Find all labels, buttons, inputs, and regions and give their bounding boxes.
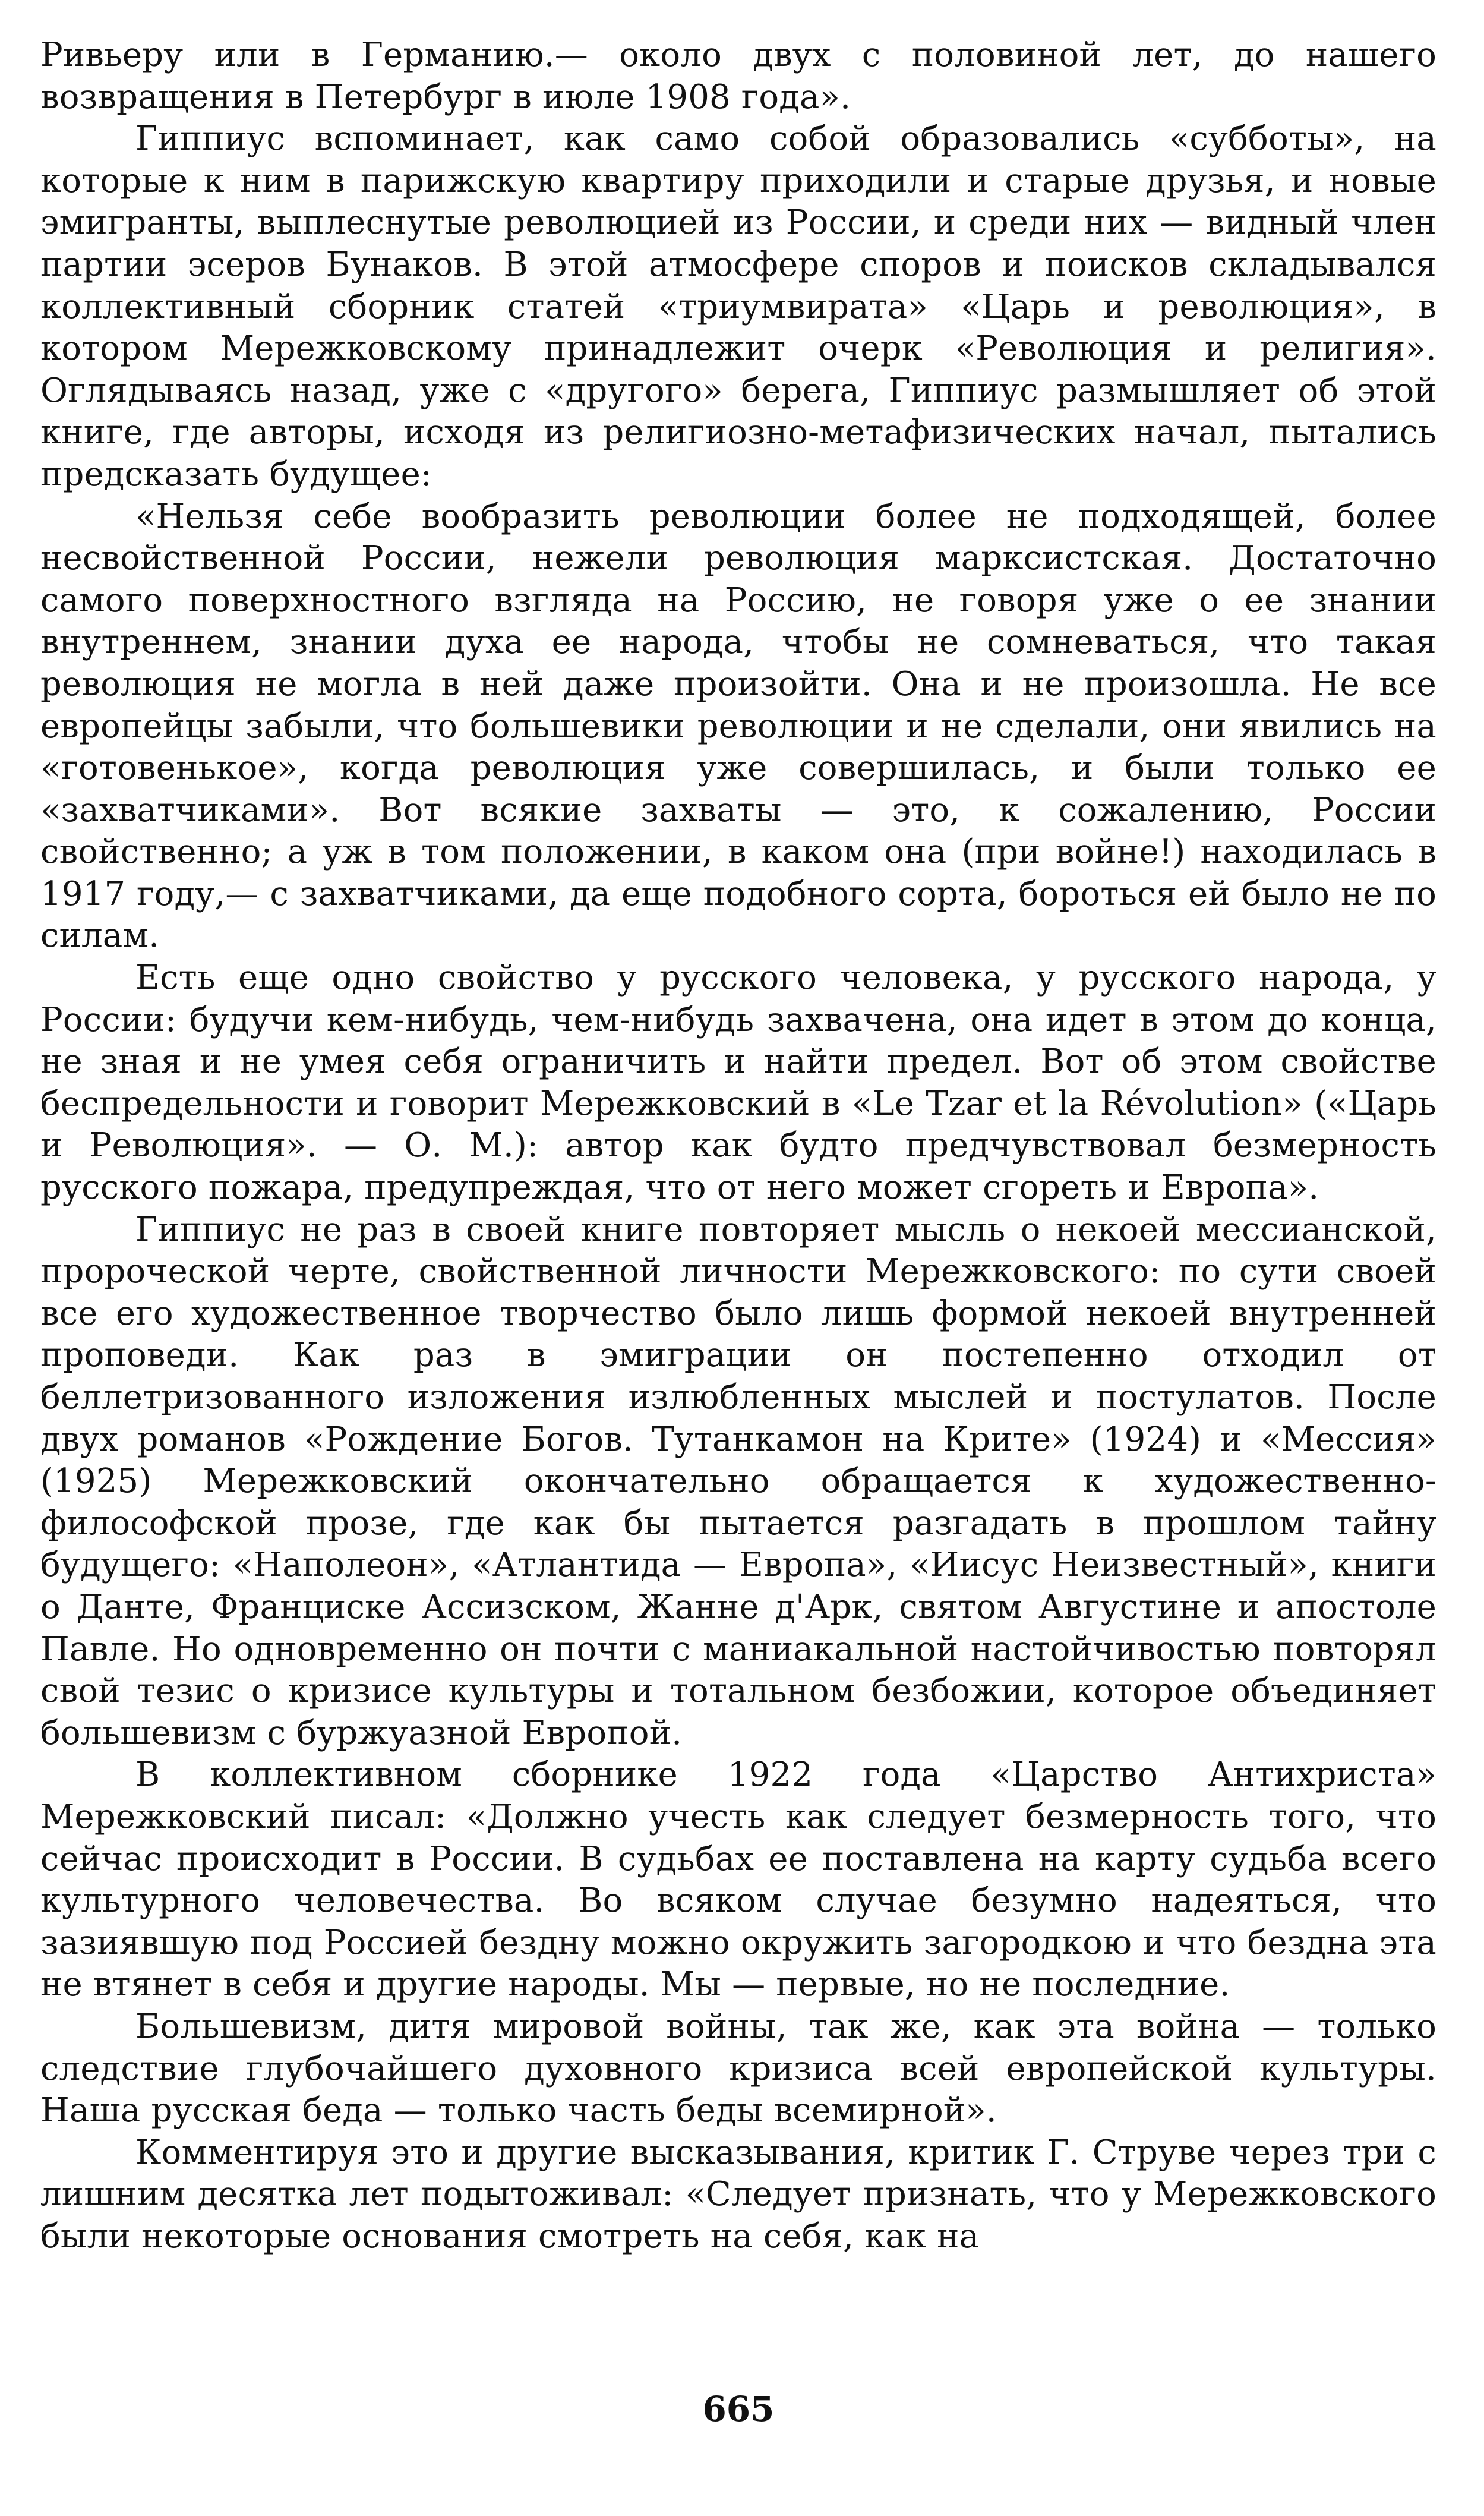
book-page	[40, 34, 1436, 2501]
page-number: 665	[702, 2389, 775, 2429]
text-body	[40, 34, 1436, 2258]
paragraph-7: Большевизм, дитя мировой войны, так же, как эта война — только следствие глубочайшего духовного кризиса всей европейской культуры. Наша русская беда — только часть беды всемирной».	[40, 2007, 1436, 2130]
paragraph-8: Комментируя это и другие высказывания, критик Г. Струве через три с лишним десятка лет подытоживал: «Следует признать, что у Мережковского были некоторые основания смотреть на себя, как на	[40, 2133, 1436, 2256]
paragraph-1: Ривьеру или в Германию.— около двух с половиной лет, до нашего возвращения в Петербург в июле 1908 года».	[40, 36, 1436, 116]
paragraph-4-quote: Есть еще одно свойство у русского человека, у русского народа, у России: будучи кем-нибудь, чем-нибудь захвачена, она идет в этом до конца, не зная и не умея себя ограничить и найти предел. Вот об этом свойстве беспредельности и говорит Мережковский в «Le Tzar et la Révolution» («Царь и Революция». — О. М.): автор как будто предчувствовал безмерность русского пожара, предупреждая, что от него может сгореть и Европа».	[40, 959, 1436, 1207]
paragraph-3-quote: «Нельзя себе вообразить революции более не подходящей, более несвойственной России, нежели революция марксистская. Достаточно самого поверхностного взгляда на Россию, не говоря уже о ее знании внутреннем, знании духа ее народа, чтобы не сомневаться, что такая революция не могла в ней даже произойти. Она и не произошла. Не все европейцы забыли, что большевики революции и не сделали, они явились на «готовенькое», когда революция уже совершилась, и были только ее «захватчиками». Вот всякие захваты — это, к сожалению, России свойственно; а уж в том положении, в каком она (при войне!) находилась в 1917 году,— с захватчиками, да еще подобного сорта, бороться ей было не по силам.	[40, 497, 1436, 956]
paragraph-6: В коллективном сборнике 1922 года «Царство Антихриста» Мережковский писал: «Должно учесть как следует безмерность того, что сейчас происходит в России. В судьбах ее поставлена на карту судьба всего культурного человечества. Во всяком случае безумно надеяться, что зазиявшую под Россией бездну можно окружить загородкою и что бездна эта не втянет в себя и другие народы. Мы — первые, но не последние.	[40, 1755, 1436, 2004]
paragraph-5: Гиппиус не раз в своей книге повторяет мысль о некоей мессианской, пророческой черте, свойственной личности Мережковского: по сути своей все его художественное творчество было лишь формой некоей внутренней проповеди. Как раз в эмиграции он постепенно отходил от беллетризованного изложения излюбленных мыслей и постулатов. После двух романов «Рождение Богов. Тутанкамон на Крите» (1924) и «Мессия» (1925) Мережковский окончательно обращается к художественно-философской прозе, где как бы пытается разгадать в прошлом тайну будущего: «Наполеон», «Атлантида — Европа», «Иисус Неизвестный», книги о Данте, Франциске Ассизском, Жанне д'Арк, святом Августине и апостоле Павле. Но одновременно он почти с маниакальной настойчивостью повторял свой тезис о кризисе культуры и тотальном безбожии, которое объединяет большевизм с буржуазной Европой.	[40, 1210, 1436, 1752]
paragraph-2: Гиппиус вспоминает, как само собой образовались «субботы», на которые к ним в парижскую квартиру приходили и старые друзья, и новые эмигранты, выплеснутые революцией из России, и среди них — видный член партии эсеров Бунаков. В этой атмосфере споров и поисков складывался коллективный сборник статей «триумвирата» «Царь и революция», в котором Мережковскому принадлежит очерк «Революция и религия». Оглядываясь назад, уже с «другого» берега, Гиппиус размышляет об этой книге, где авторы, исходя из религиозно-метафизических начал, пытались предсказать будущее:	[40, 119, 1436, 494]
